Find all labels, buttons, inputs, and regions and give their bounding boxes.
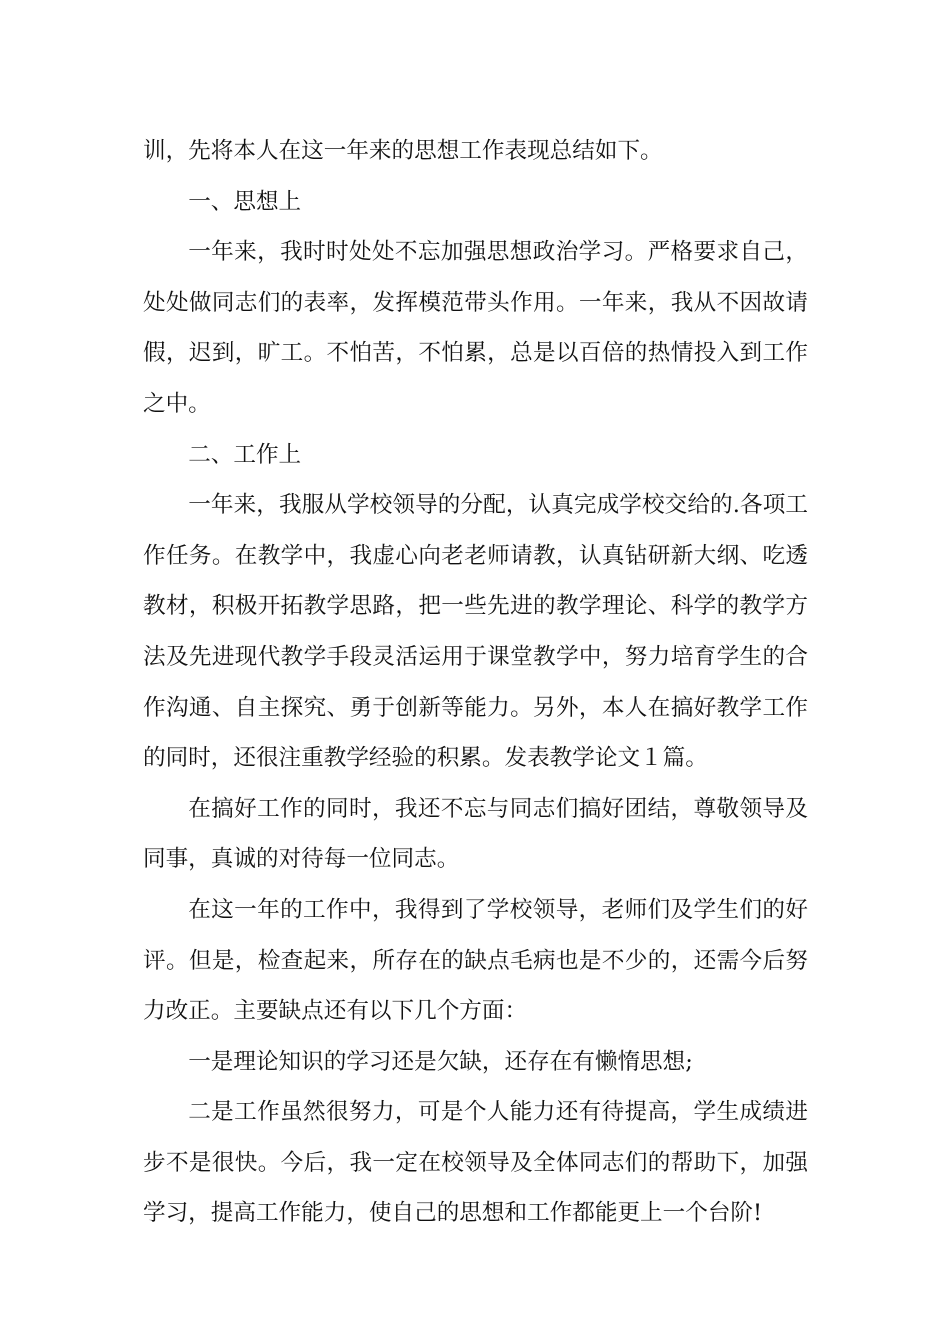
paragraph-evaluation: 在这一年的工作中，我得到了学校领导，老师们及学生们的好评。但是，检查起来，所存在的缺点毛病也是不少的，还需今后努力改正。主要缺点还有以下几个方面： — [143, 896, 808, 1025]
paragraph-unity: 在搞好工作的同时，我还不忘与同志们搞好团结，尊敬领导及同事，真诚的对待每一位同志。 — [143, 795, 808, 873]
section-heading-work: 二、工作上 — [188, 441, 302, 468]
paragraph-shortcoming-one: 一是理论知识的学习还是欠缺，还存在有懒惰思想; — [188, 1048, 693, 1075]
paragraph-shortcoming-two: 二是工作虽然很努力，可是个人能力还有待提高，学生成绩进步不是很快。今后，我一定在校领导及全体同志们的帮助下，加强学习，提高工作能力，使自己的思想和工作都能更上一个台阶! — [143, 1099, 808, 1227]
section-heading-thought: 一、思想上 — [188, 188, 302, 215]
paragraph-thought: 一年来，我时时处处不忘加强思想政治学习。严格要求自己，处处做同志们的表率，发挥模范带头作用。一年来，我从不因故请假，迟到，旷工。不怕苦，不怕累，总是以百倍的热情投入到工作之中。 — [143, 239, 808, 417]
paragraph-work: 一年来，我服从学校领导的分配，认真完成学校交给的.各项工作任务。在教学中，我虚心向老老师请教，认真钻研新大纲、吃透教材，积极开拓教学思路，把一些先进的教学理论、科学的教学方法及先进现代教学手段灵活运用于课堂教学中，努力培育学生的合作沟通、自主探究、勇于创新等能力。另外，本人在搞好教学工作的同时，还很注重教学经验的积累。发表教学论文１篇。 — [143, 492, 808, 772]
paragraph-continuation: 训，先将本人在这一年来的思想工作表现总结如下。 — [143, 138, 663, 164]
document-body — [143, 126, 808, 1239]
